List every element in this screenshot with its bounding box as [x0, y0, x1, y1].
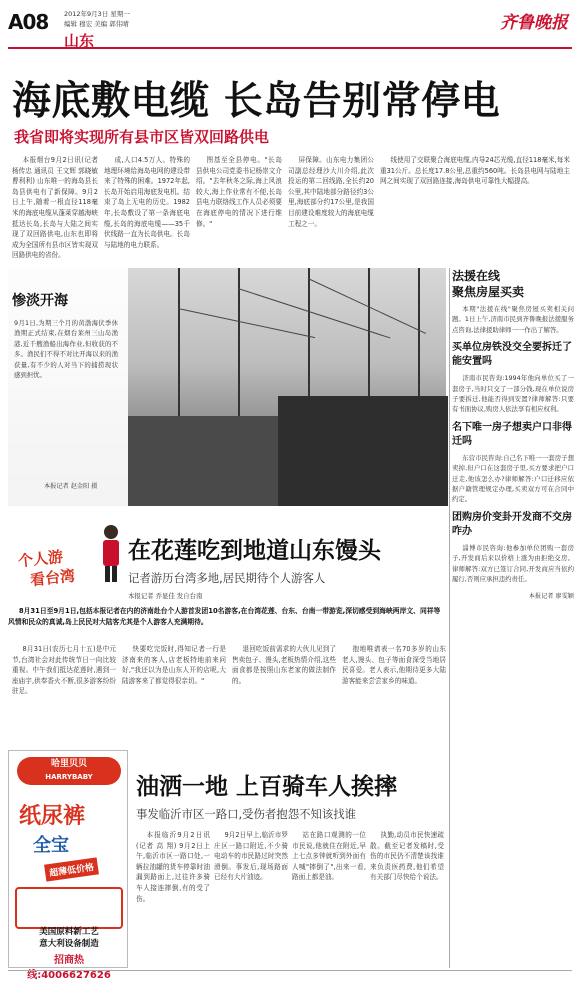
ad-product-sub: 全宝: [33, 835, 69, 856]
ad-brand-badge: 哈里贝贝 HARRYBABY: [17, 757, 121, 785]
tour-subhead: 记者游历台湾多地,居民期待个人游客人: [128, 571, 326, 585]
sidebar-q2-text: 东营市民咨询:自己名下唯一一套房子想卖掉,但户口在这套房子里,买方要求把户口迁走,他该怎么办?律师解答:户口迁移应依据户籍管理规定办理,买卖双方可在合同中约定。: [452, 453, 574, 504]
issue-date: 2012年9月3日 星期一: [64, 10, 130, 18]
section-label: 山东: [64, 32, 95, 50]
oil-column-1: 本报临沂9月2日讯(记者 高 翔) 9月2日上午,临沂市区一路口处,一辆拉油罐的货车停靠时油漏到路面上,过往许多骑车人接连摔倒,有的受了伤。: [136, 831, 210, 903]
ad-product-box: [15, 887, 123, 929]
sidebar-divider: [449, 268, 450, 968]
editor-credits: 编辑 穆宏 美编 郭伟晴: [64, 20, 129, 28]
tour-column-logo: [16, 518, 126, 592]
photo-credit: 本报记者 赵金阳 摄: [44, 483, 98, 490]
tour-headline: 在花莲吃到地道山东馒头: [128, 538, 381, 564]
main-headline: 海底敷电缆 长岛告别常停电: [12, 79, 501, 124]
tour-column-3: 退回吃饭前需求的大伙儿见到了售卖包子、馒头,老板热情介绍,这些面食都是按照山东老家的做法制作的。: [232, 645, 336, 685]
tour-column-2: 快要吃完饭时,得知记者一行是济南来的客人,店老板特地前来问好,"我还以为是山东人开的店呢,大陆游客来了都觉得很亲切。": [122, 645, 226, 685]
page-header: [0, 0, 580, 50]
sidebar-q2-title: 名下唯一房子想卖户口非得迁吗: [452, 421, 572, 447]
sidebar-q1-title: 买单位房铁没交全要拆迁了能安置吗: [452, 342, 572, 368]
ad-price-badge: 超薄低价格: [44, 857, 99, 881]
page-footer-rule: [8, 970, 572, 971]
photo-caption: 9月1日,为期三个月的黄渤海伏季休渔期正式结束,在烟台莱州三山岛渔港,近千艘渔船出海作业,但收获的不多。渔民们不得不对比开海以来的渔获量,有不少的人对当下的捕捞现状感到担忧。: [14, 319, 118, 380]
legal-aid-sidebar: [452, 268, 574, 600]
photo-title: 惨淡开海: [12, 293, 68, 309]
oil-column-3: 站在路口观测的一位市民说,他就住在附近,早上七点多钟就听到外面有人喊"摔倒了",出来一看,路面上都是油。: [292, 831, 366, 882]
header-divider: [8, 47, 572, 49]
sidebar-byline: 本报记者 廖雯颖: [528, 592, 574, 600]
oil-subhead: 事发临沂市区一路口,受伤者抱怨不知该找谁: [136, 807, 357, 821]
ad-phone: 招商热线:4006627626: [27, 955, 111, 981]
oil-column-4: 执勤,动员市民快速疏散。截至记者发稿时,受伤的市民仍不清楚该找谁来负责医药费,他们希望有关部门尽快给个说法。: [370, 831, 444, 882]
main-story-column-3: 图基至全县停电。"长岛县供电公司党委书记杨崇文介绍。"去年秋冬之际,海上风浪较大,海上作业常有不便,长岛县电力联络线工作人员必须要在海底停电的情况下进行维修。": [196, 156, 282, 228]
sidebar-title: 法援在线 聚焦房屋买卖: [452, 269, 525, 299]
oil-headline: 油洒一地 上百骑车人挨摔: [136, 774, 398, 800]
diaper-advertisement[interactable]: [8, 750, 128, 981]
main-subhead: 我省即将实现所有县市区皆双回路供电: [14, 128, 270, 146]
main-story-column-4: 屏保障。山东电力集团公司副总经理沙大川介绍,此次投运的第二回线路,全长约20公里,其中陆地部分路径约3公里,海底部分约17公里,是我国目前建设难度较大的海底电缆工程之一。: [288, 156, 374, 228]
ad-company-line1: 美国原料新工艺: [39, 927, 99, 937]
sidebar-q3-text: 淄博市民咨询:他参加单位团购一套房子,开发商后来以价格上涨为由拒绝交房。律师解答:双方已签订合同,开发商应当依约履行,否则应承担违约责任。: [452, 543, 574, 584]
newspaper-logo: 齐鲁晚报: [500, 13, 568, 33]
ad-product-name: 纸尿裤: [19, 804, 86, 829]
tour-column-4: 抱地唯请表一名70多岁的山东老人,馒头、包子等面食深受当地居民喜爱。老人表示,他期待更多大陆游客能来尝尝家乡的味道。: [342, 645, 446, 685]
oil-column-2: 9月2日早上,临沂市罗庄区一路口附近,不少骑电动车的市民路过时突然滑倒。事发后,现场路面已经有大片油迹。: [214, 831, 288, 882]
tour-lead: 8月31日至9月1日,包括本报记者在内的济南赴台个人游首发团10名游客,在台湾花莲、台东、台南一带游览,深切感受到海峡两岸文、同祥等风情和民众的真诚,岛上民民对大陆客尤其是个人游客人充满期待。: [8, 607, 441, 626]
tour-logo-line1: 个人游: [17, 547, 64, 571]
tour-byline: 本报记者 乔显佳 发自台南: [128, 592, 203, 600]
sidebar-q1-text: 济南市民咨询:1994年他向单位买了一套房子,当时只交了一部分钱,现在单位说房子要拆迁,他能否得到安置?律师解答:只要有书面协议,购房人依法享有相应权利。: [452, 374, 574, 414]
main-story-column-1: 本报烟台9月2日讯(记者 杨传忠 通讯员 王文辉 郭晓敏 曹利利) 山东唯一的海岛县长岛县供电有了新保障。9月2日上午,随着一根直径118毫米的海底电缆从蓬莱穿越海峡抵达长岛,长岛与大陆之间实现了双回路供电,山东也即将成为全国所有县市区皆实现双回路供电的省份。: [12, 156, 98, 260]
tour-logo-line2: 看台湾: [29, 566, 76, 590]
main-story-column-5: 线使用了交联聚合海底电缆,内导24芯光缆,直径118毫米,每米重31公斤。总长度17.8公里,总重约560吨。长岛县电网与陆地主网之间实现了双回路连接,海岛供电可靠性大幅提高。: [380, 156, 570, 186]
page-number: A08: [8, 10, 49, 34]
person-icon: [98, 522, 124, 584]
ad-company-line2: 意大利设备制造: [39, 939, 99, 949]
tour-column-1: 8月31日(农历七月十五)是中元节,台湾社会对此传统节日一向比较重视。中午我们抵达花莲时,遇到一座庙宇,供奉香火不断,很多游客纷纷驻足。: [12, 645, 116, 696]
sidebar-q3-title: 团购房价变卦开发商不交房咋办: [452, 511, 572, 537]
main-story-column-2: 成,人口4.5万人。特殊的地理环境给海岛电网的建设带来了特殊的困难。1972年起,长岛开始启用海底发电机。结束了岛上无电的历史。1982年,长岛敷设了第一条海底电缆,长岛的海底电缆——35千伏线路一直为长岛供电。长岛与陆地的电力联系。: [104, 156, 190, 249]
sidebar-intro: 本期"法援在线"聚焦房屋买卖相关问题。1日上午,济南市民到齐鲁晚报法援服务点咨询,法律援助律师一一作出了解答。: [452, 305, 574, 334]
